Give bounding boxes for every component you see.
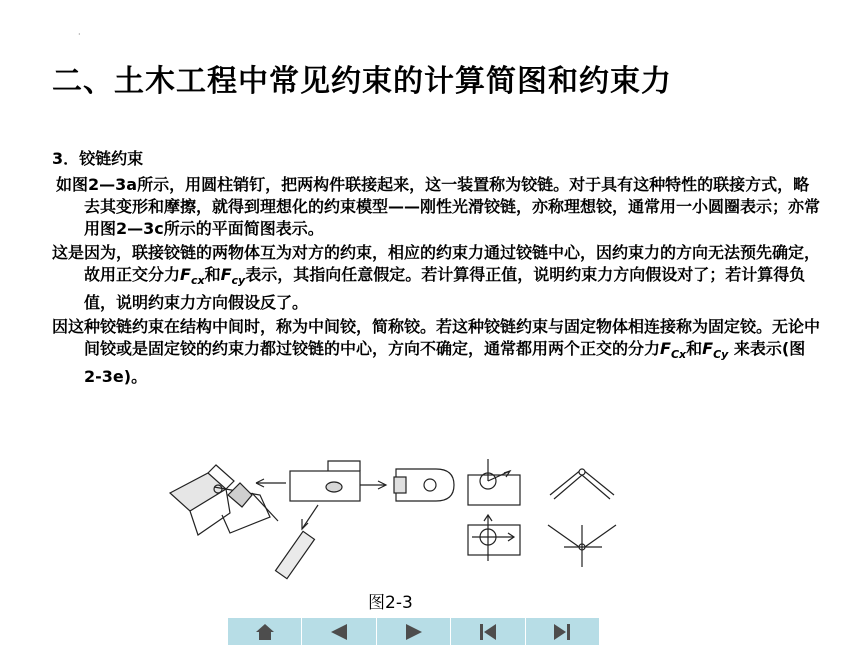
first-icon	[477, 622, 499, 642]
paragraph-1: 如图2—3a所示，用圆柱销钉，把两构件联接起来，这一装置称为铰链。对于具有这种特性的联接方式，略去其变形和摩擦，就得到理想化的约束模型——刚性光滑铰链，亦称理想铰，通常用一小圆圈表示；亦常用图2—3c所示的平面简图表示。	[56, 175, 821, 238]
hinge-assembled-drawing	[276, 461, 386, 579]
hinge-lower-force-drawing	[468, 515, 520, 561]
decorative-dot: ·	[78, 30, 81, 39]
home-button[interactable]	[228, 618, 302, 645]
previous-icon	[328, 622, 350, 642]
hinge-plan-drawing	[394, 469, 454, 501]
hinge-exploded-drawing	[170, 465, 278, 535]
hinge-bars-drawing	[550, 469, 614, 499]
home-icon	[254, 622, 276, 642]
last-button[interactable]	[526, 618, 599, 645]
hinge-force-drawing	[468, 459, 520, 505]
navigation-bar	[228, 618, 599, 645]
hinge-lower-bars-drawing	[548, 525, 616, 567]
figure-caption: 图2-3	[368, 593, 413, 613]
first-button[interactable]	[451, 618, 525, 645]
paragraph-3: 因这种铰链约束在结构中间时，称为中间铰，简称铰。若这种铰链约束与固定物体相连接称为固定铰。无论中间铰或是固定铰的约束力都过铰链的中心，方向不确定，通常都用两个正交的分力$F_{Cx}$和$F_{Cy}$ 来表示(图2-3e)。	[52, 317, 821, 387]
section-heading: 3．铰链约束	[52, 149, 144, 168]
previous-button[interactable]	[302, 618, 376, 645]
hinge-figure	[168, 455, 648, 585]
slide-body	[52, 148, 822, 388]
last-icon	[551, 622, 573, 642]
slide-title: 二、土木工程中常见约束的计算简图和约束力	[52, 64, 672, 99]
next-icon	[403, 622, 425, 642]
paragraph-2: 这是因为，联接铰链的两物体互为对方的约束，相应的约束力通过铰链中心，因约束力的方向无法预先确定，故用正交分力$F_{cx}$和$F_{cy}$表示，其指向任意假定。若计算得正值，说明约束力方向假设对了；若计算得负值，说明约束力方向假设反了。	[52, 243, 821, 313]
next-button[interactable]	[377, 618, 451, 645]
